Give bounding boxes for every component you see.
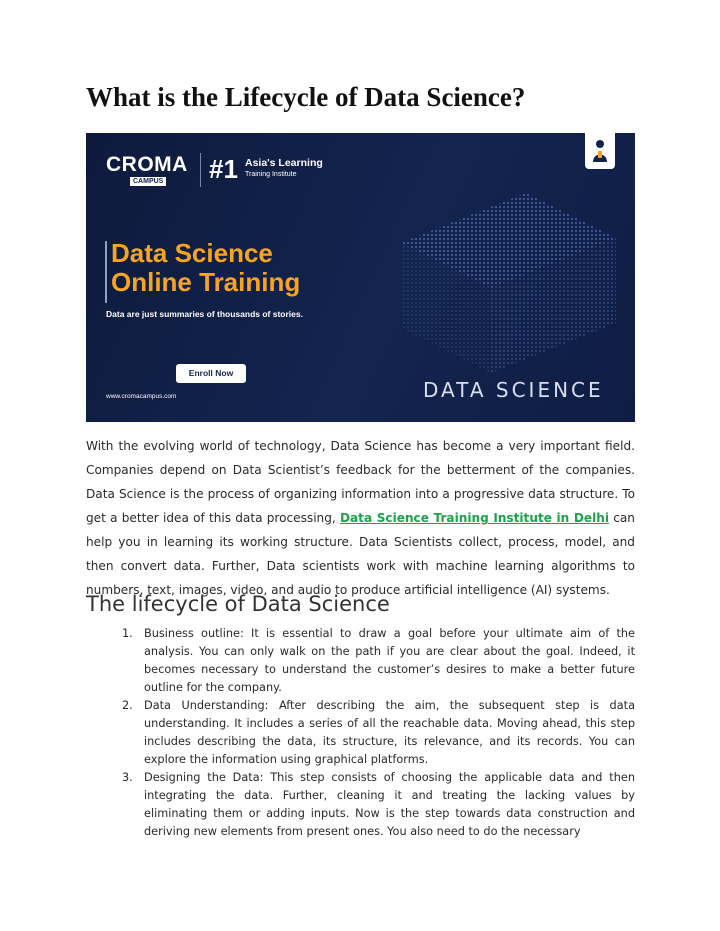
rank-subtitle: Training Institute (245, 171, 297, 178)
rank-badge: #1 (209, 154, 238, 184)
brand-mascot-icon (585, 133, 615, 169)
logo-sub-text: CAMPUS (130, 177, 166, 186)
intro-paragraph (86, 434, 635, 602)
lifecycle-steps-list (86, 625, 635, 841)
list-item (86, 769, 635, 841)
enroll-now-button[interactable]: Enroll Now (176, 364, 246, 383)
croma-campus-logo (106, 151, 323, 191)
page-title: What is the Lifecycle of Data Science? (86, 82, 526, 112)
heading-accent-line (105, 241, 107, 303)
data-cube-illustration (386, 173, 631, 373)
intro-text-part1: With the evolving world of technology, Data Science has become a very important field. Companies depend on Data Scientist’s feedback for the betterment of the companies. Data Science is the process of organizing information into a progressive data structure. To get a better idea of this data processing, (86, 439, 635, 525)
rank-title: Asia's Learning (245, 157, 323, 169)
banner-heading (111, 239, 300, 297)
course-banner-image (86, 133, 635, 422)
banner-heading-line2: Online Training (111, 267, 301, 297)
list-item (86, 697, 635, 769)
list-item-number: 3. (122, 771, 133, 784)
list-item-number: 2. (122, 699, 133, 712)
logo-main-text: CROMA (106, 153, 188, 176)
training-institute-link[interactable]: Data Science Training Institute in Delhi (339, 511, 610, 525)
banner-tagline: Data are just summaries of thousands of stories. (106, 309, 303, 319)
data-science-wordmark: DATA SCIENCE (423, 378, 604, 402)
section-heading: The lifecycle of Data Science (86, 592, 390, 616)
intro-text-part2: can help you in learning its working structure. Data Scientists collect, process, model, and then convert data. Further, Data scientists work with machine learning algorithms to numbers, text, images, video, and audio to produce artificial intelligence (AI) systems. (86, 511, 635, 597)
list-item-text: Designing the Data: This step consists of choosing the applicable data and then integrating the data. Further, cleaning it and treating the lacking values by eliminating them or adding inputs. Now is the step towards data construction and deriving new elements from present ones. You also need to do the necessary (144, 771, 635, 838)
list-item-text: Business outline: It is essential to draw a goal before your ultimate aim of the analysis. You can only walk on the path if you are clear about the goal. Indeed, it becomes necessary to understand the customer’s desires to make a better future outline for the company. (144, 627, 635, 694)
banner-website: www.cromacampus.com (106, 393, 177, 400)
list-item-number: 1. (122, 627, 133, 640)
list-item (86, 625, 635, 697)
logo-divider (200, 153, 201, 187)
banner-heading-line1: Data Science (111, 238, 273, 268)
list-item-text: Data Understanding: After describing the aim, the subsequent step is data understanding. It includes a series of all the reachable data. Moving ahead, this step includes describing the data, its structure, its relevance, and its records. You can explore the information using graphical platforms. (144, 699, 635, 766)
